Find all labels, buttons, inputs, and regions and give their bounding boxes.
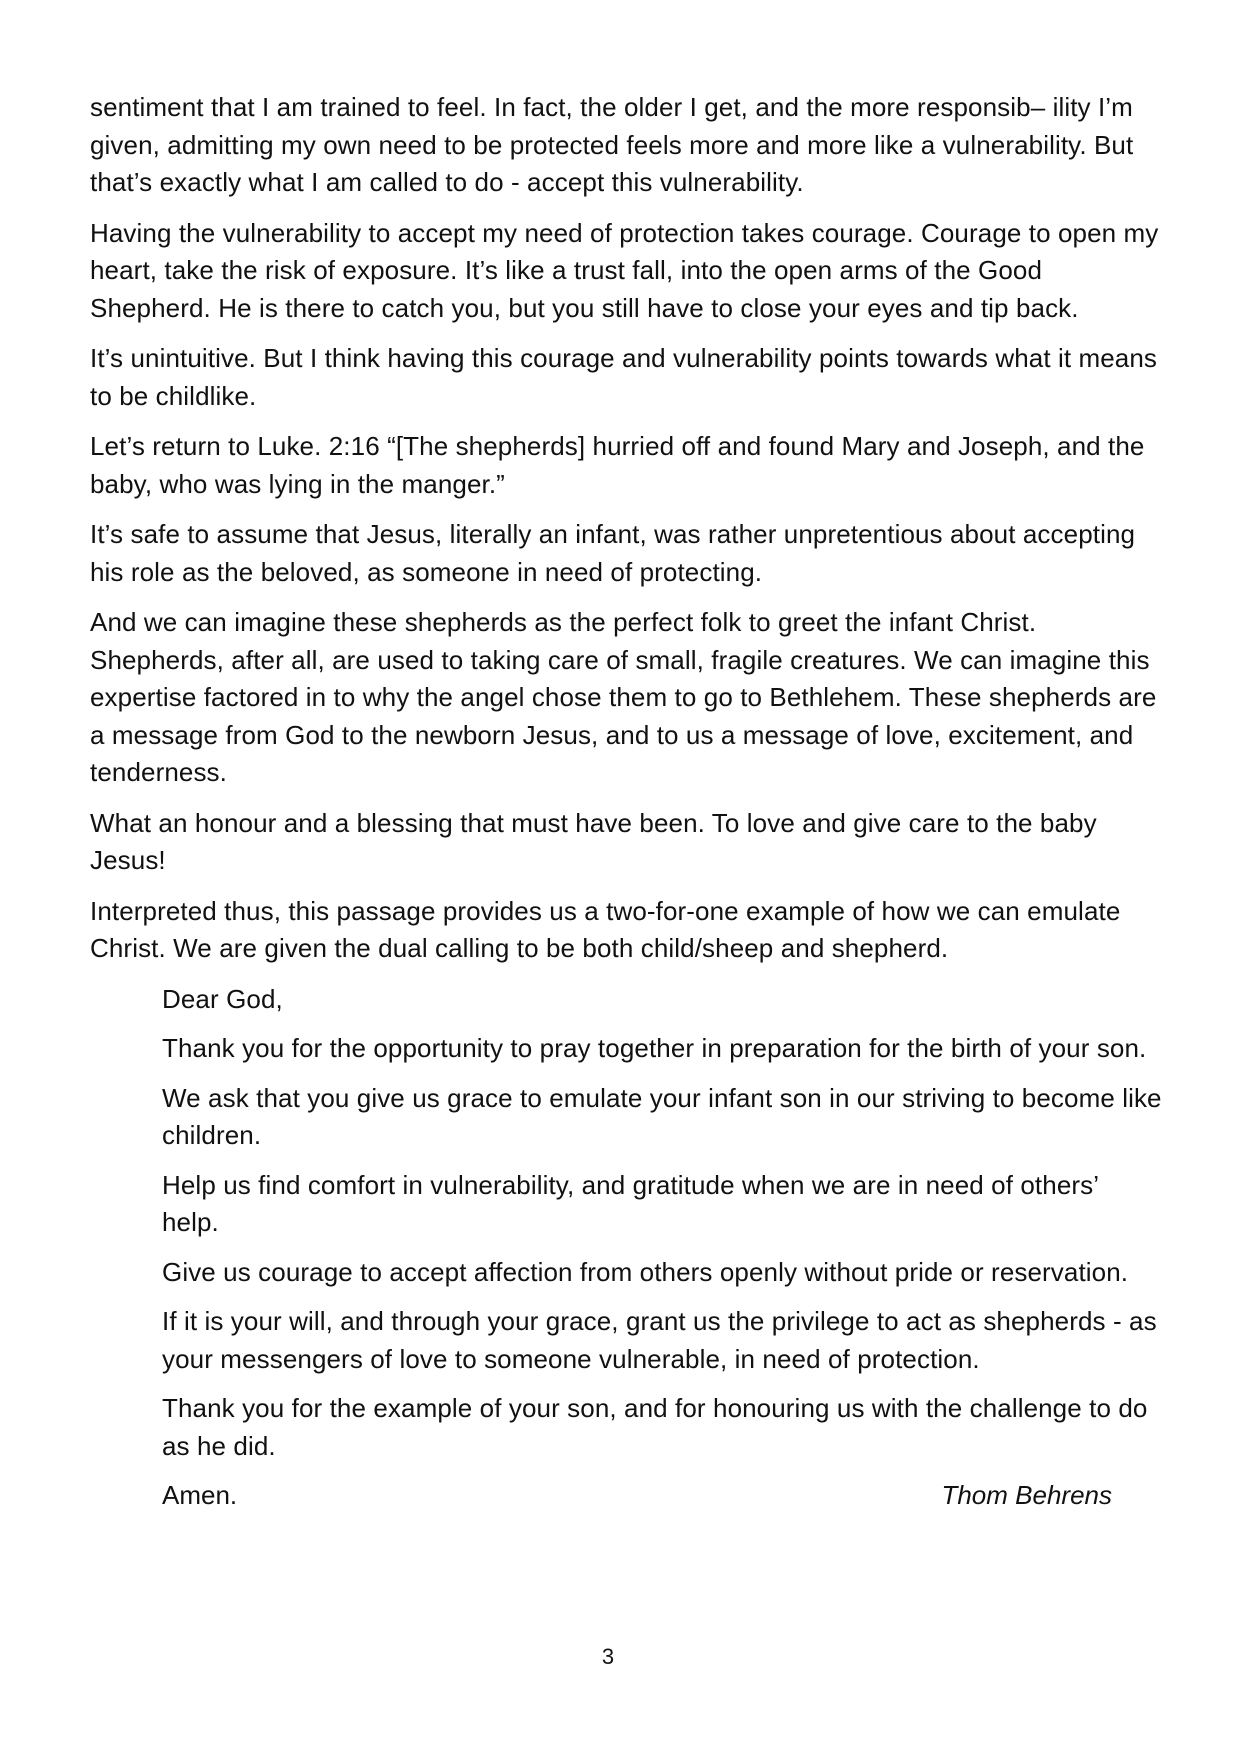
prayer-line: Thank you for the example of your son, and for honouring us with the challenge to do as he did. <box>162 1393 1148 1461</box>
closing-line <box>162 1477 1112 1517</box>
paragraph: Interpreted thus, this passage provides us a two-for-one example of how we can emulate Christ. We are given the dual calling to be both child/sheep and shepherd. <box>90 895 1121 963</box>
paragraph: Having the vulnerability to accept my need of protection takes courage. Courage to open my heart, take the risk of exposure. It’s like a trust fall, into the open arms of the Good Shepherd. He is there to catch you, but you still have to close your eyes and tip back. <box>90 217 1159 323</box>
paragraph: It’s safe to assume that Jesus, literally an infant, was rather unpretentious about accepting his role as the beloved, as someone in need of protecting. <box>90 519 1136 587</box>
paragraph: What an honour and a blessing that must have been. To love and give care to the baby Jesus! <box>90 807 1097 875</box>
author-signature: Thom Behrens <box>941 1480 1112 1510</box>
amen: Amen. <box>162 1480 238 1510</box>
prayer-line: Help us find comfort in vulnerability, and gratitude when we are in need of others’ help. <box>162 1169 1099 1237</box>
prayer-block <box>162 981 1162 1466</box>
page-number: 3 <box>601 1644 615 1669</box>
prayer-line: If it is your will, and through your grace, grant us the privilege to act as shepherds - as your messengers of love to someone vulnerable, in need of protection. <box>162 1306 1157 1374</box>
paragraph: And we can imagine these shepherds as the perfect folk to greet the infant Christ. Shepherds, after all, are used to taking care of small, fragile creatures. We can imagine this expertise factored in to why the angel chose them to go to Bethlehem. These shepherds are a message from God to the newborn Jesus, and to us a message of love, excitement, and tenderness. <box>90 607 1157 787</box>
paragraph: It’s unintuitive. But I think having this courage and vulnerability points towards what it means to be childlike. <box>90 343 1158 411</box>
paragraph: sentiment that I am trained to feel. In fact, the older I get, and the more responsib– ility I’m given, admitting my own need to be protected feels more and more like a vulnerability. But that’s exactly what I am called to do - accept this vulnerability. <box>90 92 1134 197</box>
prayer-line: Dear God, <box>162 983 283 1014</box>
paragraph: Let’s return to Luke. 2:16 “[The shepherds] hurried off and found Mary and Joseph, and the baby, who was lying in the manger.” <box>90 431 1145 499</box>
body-text <box>90 89 1170 1517</box>
prayer-line: Thank you for the opportunity to pray together in preparation for the birth of your son. <box>162 1033 1147 1063</box>
prayer-line: We ask that you give us grace to emulate your infant son in our striving to become like children. <box>162 1082 1162 1150</box>
prayer-line: Give us courage to accept affection from others openly without pride or reservation. <box>162 1256 1129 1287</box>
